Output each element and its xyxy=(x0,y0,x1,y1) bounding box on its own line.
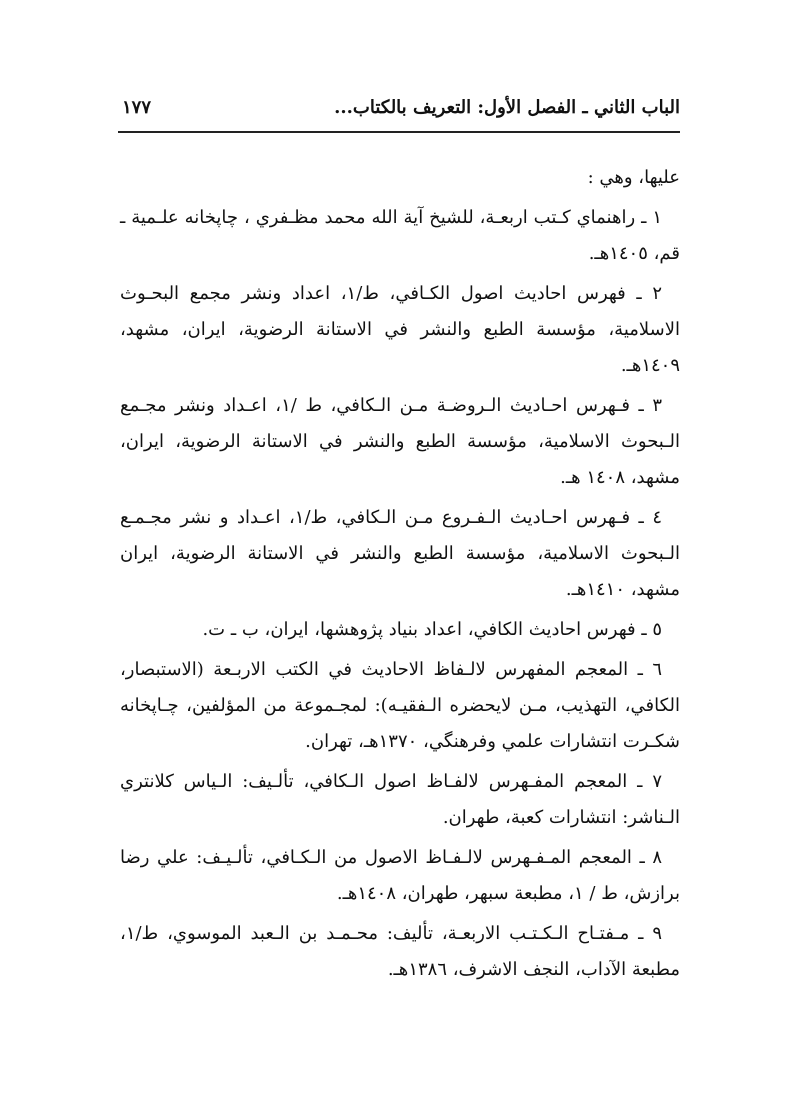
bibliography-entry-4: ٤ ـ فـهرس احـاديث الـفـروع مـن الـكافي، ط/١، اعـداد و نشر مجـمـع الـبحوث الاسلامية، مؤسسة الطبع والنشر في الاستانة الرضوية، ايران مشهد، ١٤١٠هـ. xyxy=(120,507,680,600)
bibliography-entry-5: ٥ ـ فهرس احاديث الكافي، اعداد بنياد پژوهشها، ايران، ب ـ ت. xyxy=(202,619,662,640)
bibliography-entry-3: ٣ ـ فـهرس احـاديث الـروضـة مـن الـكافي، ط /١، اعـداد ونشر مجـمع الـبحوث الاسلامية، مؤسسة الطبع والنشر في الاستانة الرضوية، ايران، مشهد، ١٤٠٨ هـ. xyxy=(120,395,680,488)
bibliography-entry-8: ٨ ـ المعجم المـفـهرس لالـفـاظ الاصول من الـكـافي، تألـيـف: علي رضا برازش، ط / ١، مطبعة سبهر، طهران، ١٤٠٨هـ. xyxy=(120,847,680,904)
running-header xyxy=(118,93,680,129)
main-text xyxy=(120,160,680,992)
intro-text: عليها، وهي : xyxy=(587,167,680,188)
page-number: ١٧٧ xyxy=(122,97,152,118)
header-divider xyxy=(118,131,680,133)
bibliography-entry-1: ١ ـ راهنماي كـتب اربعـة، للشيخ آية الله محمد مظـفري ، چاپخانه علـمية ـ قم، ١٤٠٥هـ. xyxy=(120,207,680,264)
bibliography-entry-9: ٩ ـ مـفتـاح الـكـتـب الاربعـة، تأليف: محـمـد بن الـعبد الموسوي، ط/١، مطبعة الآداب، النجف الاشرف، ١٣٨٦هـ. xyxy=(120,923,680,980)
bibliography-entry-6: ٦ ـ المعجم المفهرس لالـفاظ الاحاديث في الكتب الاربـعة (الاستبصار، الكافي، التهذيب، مـن لايحضره الـفقيـه): لمجـموعة من المؤلفين، چـاپخانه شكـرت انتشارات علمي وفرهنگي، ١٣٧٠هـ، تهران. xyxy=(120,659,680,752)
bibliography-entry-2: ٢ ـ فهرس احاديث اصول الكـافي، ط/١، اعداد ونشر مجمع البحـوث الاسلامية، مؤسسة الطبع والنشر في الاستانة الرضوية، ايران، مشهد، ١٤٠٩هـ. xyxy=(120,283,680,376)
bibliography-entry-7: ٧ ـ المعجم المفـهرس لالفـاظ اصول الـكافي، تألـيف: الـياس كلانتري الـناشر: انتشارات كعبة، طهران. xyxy=(120,771,680,828)
header-title: الباب الثاني ـ الفصل الأول: التعريف بالكتاب... xyxy=(334,97,680,118)
